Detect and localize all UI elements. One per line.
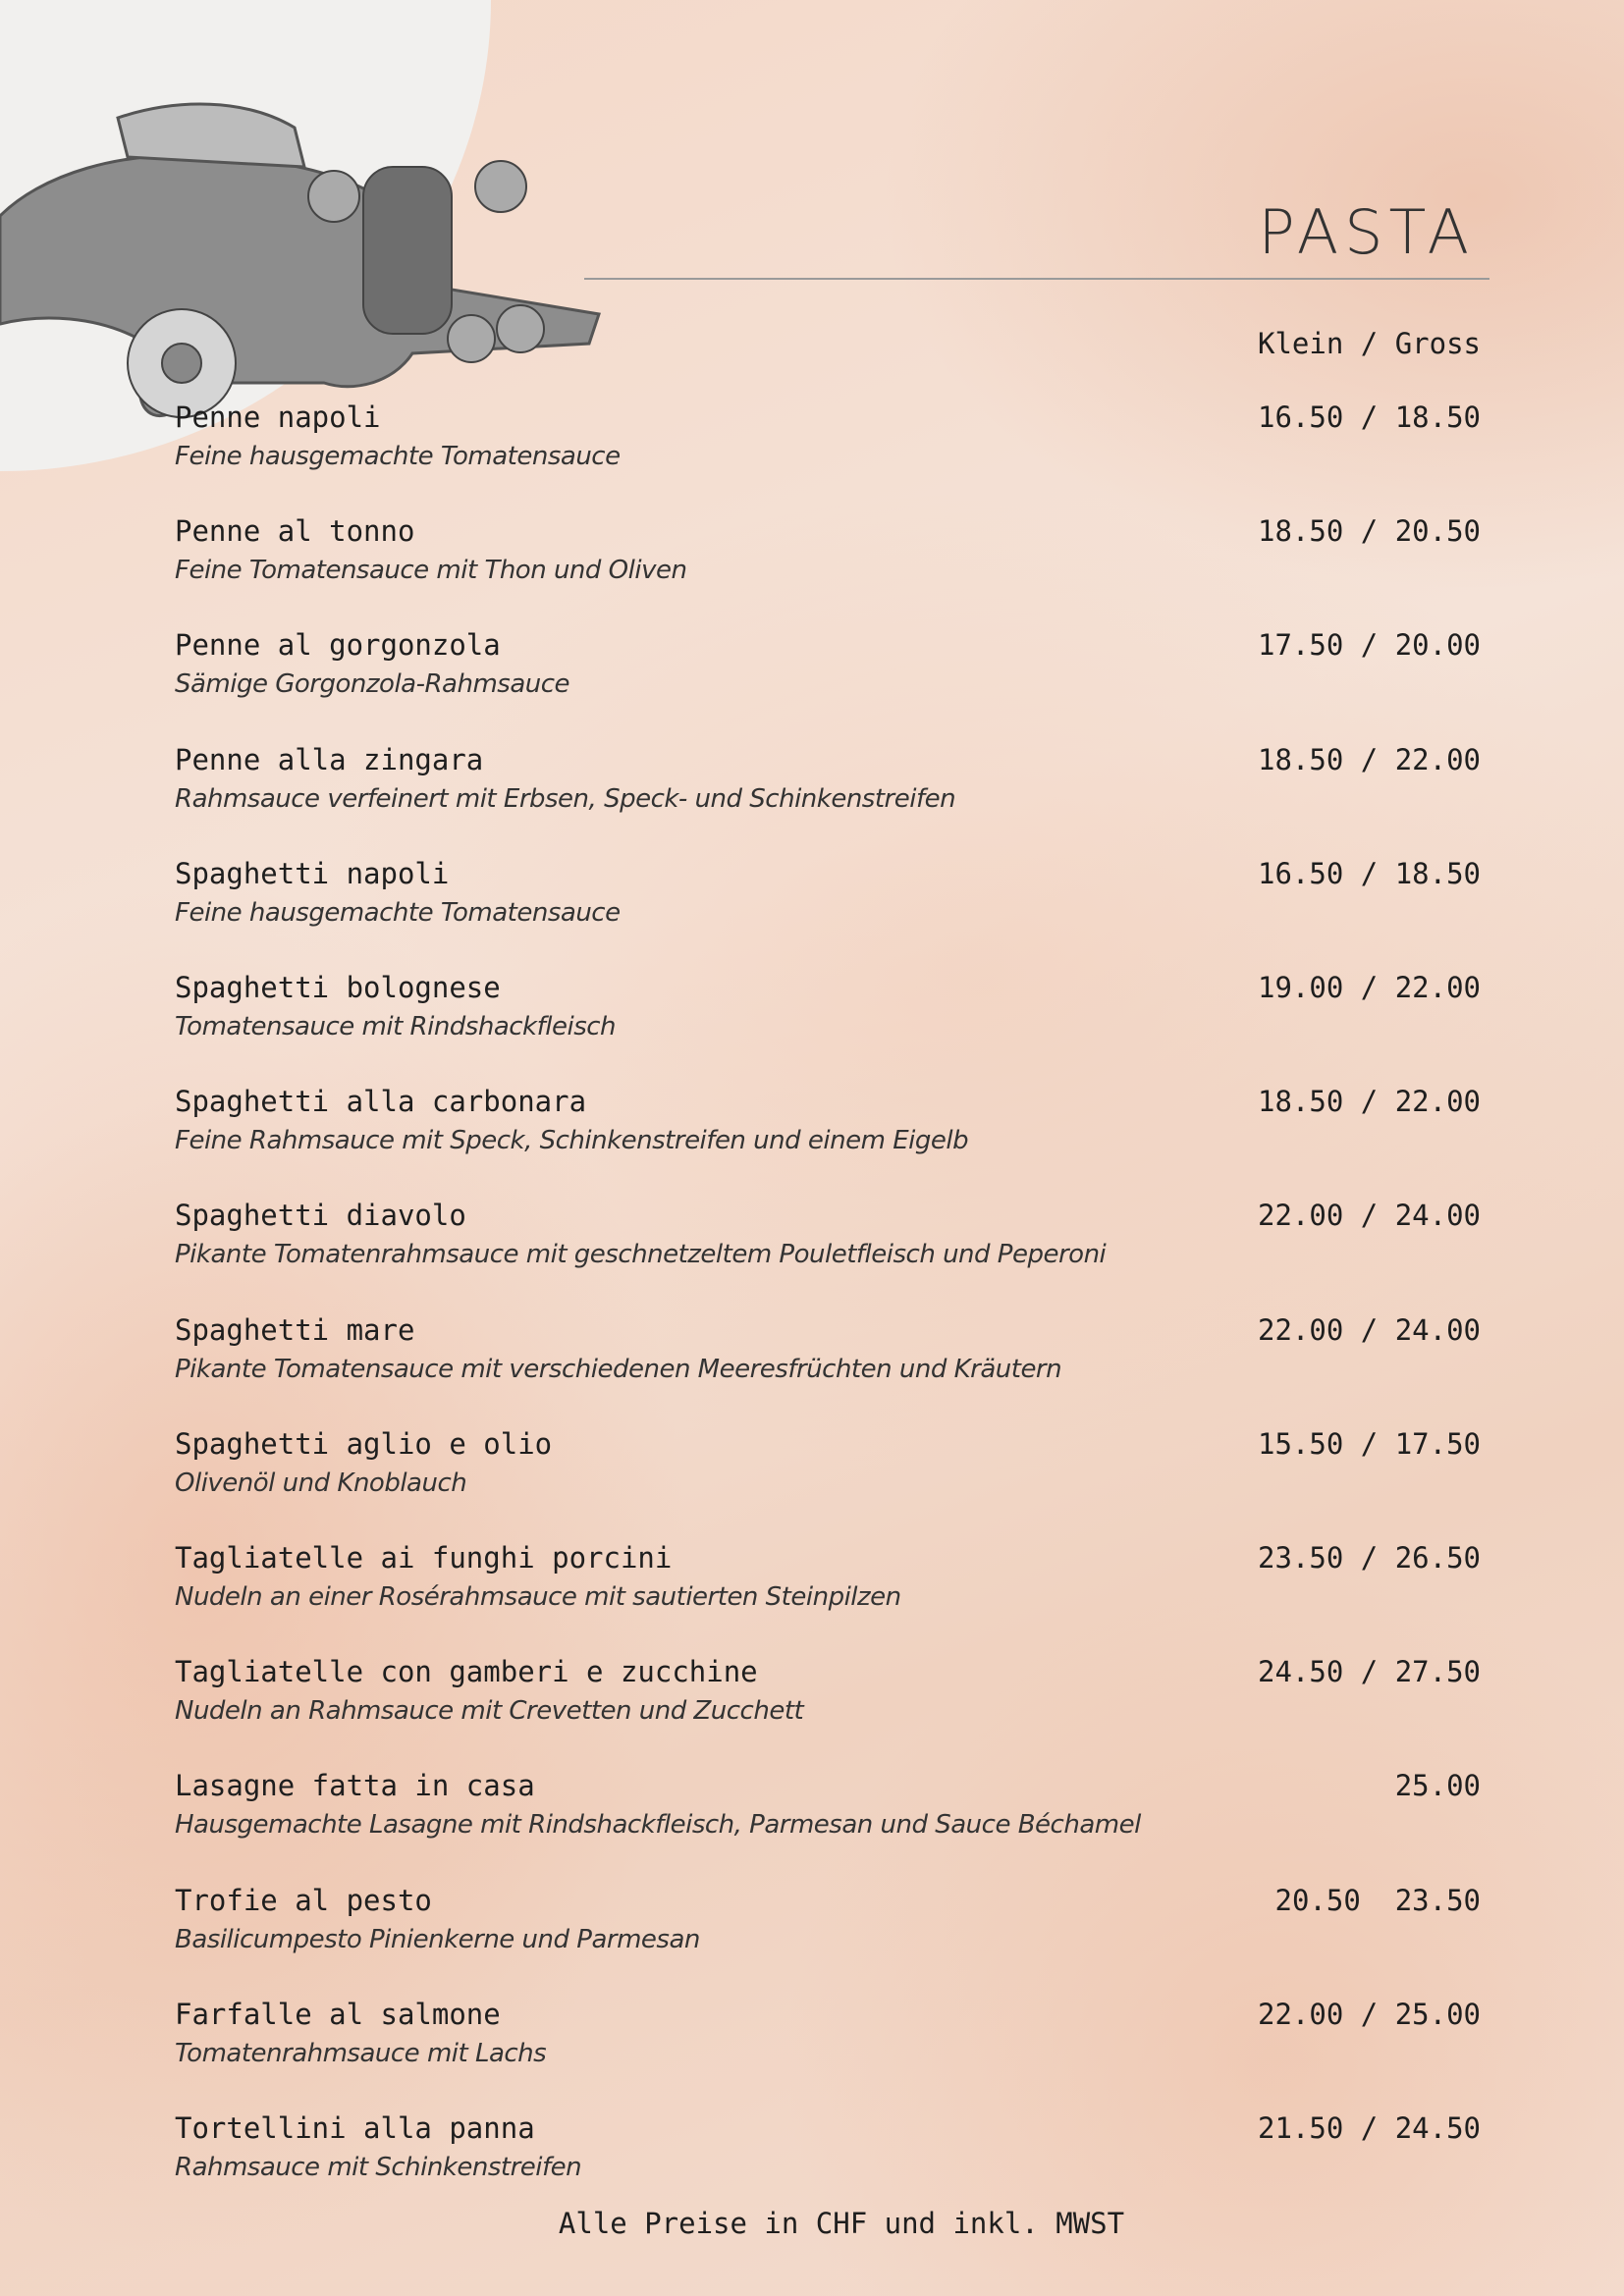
item-description: Sämige Gorgonzola-Rahmsauce [175, 669, 570, 700]
menu-item [175, 1769, 1481, 1840]
menu-item [175, 1884, 1481, 1954]
item-description: Feine Rahmsauce mit Speck, Schinkenstreifen und einem Eigelb [175, 1126, 969, 1156]
item-description: Rahmsauce mit Schinkenstreifen [175, 2153, 582, 2182]
item-name: Tortellini alla panna [175, 2111, 535, 2145]
item-price: 24.50 / 27.50 [1258, 1655, 1481, 1689]
menu-item [175, 1427, 1481, 1498]
page-title: PASTA [1258, 196, 1475, 268]
item-name: Trofie al pesto [175, 1883, 432, 1917]
item-name: Farfalle al salmone [175, 1997, 501, 2031]
item-name: Penne napoli [175, 400, 381, 434]
item-name: Lasagne fatta in casa [175, 1769, 535, 1803]
item-price: 19.00 / 22.00 [1258, 971, 1481, 1004]
item-name: Tagliatelle ai funghi porcini [175, 1541, 673, 1575]
price-footnote: Alle Preise in CHF und inkl. MWST [558, 2207, 1125, 2240]
item-description: Nudeln an einer Rosérahmsauce mit sautierten Steinpilzen [175, 1582, 901, 1612]
item-price: 18.50 / 22.00 [1258, 742, 1481, 776]
menu-item [175, 1998, 1481, 2068]
item-description: Nudeln an Rahmsauce mit Crevetten und Zucchett [175, 1696, 804, 1727]
item-name: Penne al gorgonzola [175, 628, 501, 663]
item-price: 20.50 23.50 [1274, 1883, 1481, 1917]
item-price: 15.50 / 17.50 [1258, 1426, 1481, 1461]
item-price: 18.50 / 20.50 [1258, 514, 1481, 549]
menu-item [175, 400, 1481, 471]
menu-item [175, 628, 1481, 699]
item-description: Basilicumpesto Pinienkerne und Parmesan [175, 1924, 700, 1954]
menu-item [175, 1541, 1481, 1612]
item-price: 22.00 / 25.00 [1258, 1997, 1481, 2031]
item-description: Pikante Tomatensauce mit verschiedenen Meeresfrüchten und Kräutern [175, 1354, 1062, 1384]
divider [584, 278, 1489, 280]
item-name: Spaghetti aglio e olio [175, 1426, 553, 1461]
item-description: Pikante Tomatenrahmsauce mit geschnetzeltem Pouletfleisch und Peperoni [175, 1240, 1107, 1270]
item-price: 23.50 / 26.50 [1258, 1541, 1481, 1575]
menu-item [175, 514, 1481, 585]
menu-item [175, 1085, 1481, 1155]
item-name: Penne al tonno [175, 514, 415, 549]
item-description: Rahmsauce verfeinert mit Erbsen, Speck- und Schinkenstreifen [175, 783, 956, 814]
item-name: Spaghetti mare [175, 1312, 415, 1347]
item-price: 17.50 / 20.00 [1258, 628, 1481, 663]
menu-item [175, 1655, 1481, 1726]
item-price: 22.00 / 24.00 [1258, 1312, 1481, 1347]
item-name: Spaghetti napoli [175, 856, 450, 890]
vintage-car-illustration [0, 59, 628, 432]
size-header: Klein / Gross [1258, 327, 1481, 360]
item-price: 25.00 [1394, 1769, 1481, 1803]
item-name: Penne alla zingara [175, 742, 484, 776]
item-price: 21.50 / 24.50 [1258, 2111, 1481, 2145]
item-name: Spaghetti alla carbonara [175, 1085, 587, 1119]
item-name: Tagliatelle con gamberi e zucchine [175, 1655, 758, 1689]
item-description: Tomatensauce mit Rindshackfleisch [175, 1012, 617, 1041]
item-name: Spaghetti diavolo [175, 1199, 466, 1233]
menu-item [175, 857, 1481, 928]
item-price: 22.00 / 24.00 [1258, 1199, 1481, 1233]
item-description: Feine Tomatensauce mit Thon und Oliven [175, 556, 687, 586]
item-price: 18.50 / 22.00 [1258, 1085, 1481, 1119]
item-description: Tomatenrahmsauce mit Lachs [175, 2038, 547, 2068]
item-description: Hausgemachte Lasagne mit Rindshackfleisch, Parmesan und Sauce Béchamel [175, 1810, 1141, 1841]
item-description: Olivenöl und Knoblauch [175, 1468, 467, 1498]
menu-item [175, 1313, 1481, 1384]
item-description: Feine hausgemachte Tomatensauce [175, 442, 621, 471]
menu-item [175, 971, 1481, 1041]
item-price: 16.50 / 18.50 [1258, 856, 1481, 890]
item-description: Feine hausgemachte Tomatensauce [175, 897, 621, 928]
menu-item [175, 1199, 1481, 1269]
menu-item [175, 743, 1481, 814]
item-name: Spaghetti bolognese [175, 971, 501, 1004]
item-price: 16.50 / 18.50 [1258, 400, 1481, 434]
menu-item [175, 2111, 1481, 2182]
